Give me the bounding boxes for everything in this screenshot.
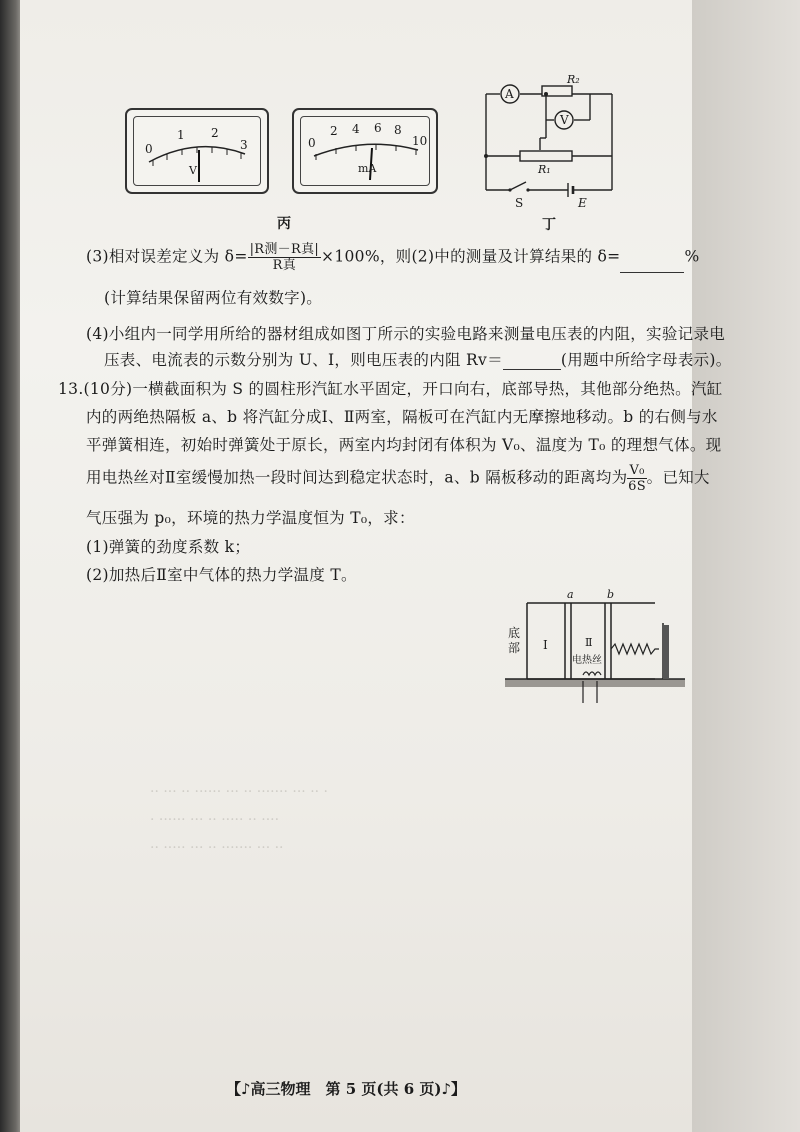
question-13-line: 气压强为 p₀，环境的热力学温度恒为 T₀，求： xyxy=(86,509,415,527)
cylinder-bottom-label: 底部 xyxy=(508,626,521,655)
voltmeter-dial xyxy=(125,108,269,194)
fraction-numerator: |R测－R真| xyxy=(249,242,320,257)
question-13-line: 平弹簧相连，初始时弹簧处于原长，两室内均封闭有体积为 V₀、温度为 T₀ 的理想气体。现 xyxy=(86,436,722,454)
tick-label: 10 xyxy=(412,134,428,148)
tick-label: 6 xyxy=(374,121,382,135)
bleed-through-text: ·· ··· ·· ······ ··· ·· ······· ··· ·· · xyxy=(150,784,329,800)
figure-caption-ding: 丁 xyxy=(542,217,556,233)
bleed-through-text: ·· ····· ··· ·· ······· ··· ·· xyxy=(150,840,284,856)
q13-text: 用电热丝对Ⅱ室缓慢加热一段时间达到稳定状态时，a、b 隔板移动的距离均为 xyxy=(86,468,628,487)
question-13-part-2: (2)加热后Ⅱ室中气体的热力学温度 T。 xyxy=(86,566,357,584)
figure-caption-bing: 丙 xyxy=(277,216,291,232)
milliammeter-scale-icon xyxy=(294,110,436,192)
battery-label: E xyxy=(578,196,587,210)
fraction-denominator: 6S xyxy=(628,479,646,494)
q3-text: (3)相对误差定义为 δ= xyxy=(86,247,248,266)
tick-label: 3 xyxy=(240,138,248,152)
tick-label: 2 xyxy=(330,124,338,138)
q4-text: 压表、电流表的示数分别为 U、I，则电压表的内阻 Rv＝ xyxy=(104,351,503,369)
answer-blank[interactable] xyxy=(503,353,561,370)
question-13-part-1: (1)弹簧的劲度系数 k； xyxy=(86,538,251,556)
meter-unit: mA xyxy=(358,162,377,175)
cylinder-diagram xyxy=(505,595,705,705)
fraction-denominator: R真 xyxy=(272,258,297,273)
answer-blank[interactable] xyxy=(620,256,684,273)
fraction-numerator: V₀ xyxy=(629,463,645,478)
voltmeter-symbol: V xyxy=(560,113,569,127)
question-4-line xyxy=(104,348,732,370)
question-13-line: 内的两绝热隔板 a、b 将汽缸分成Ⅰ、Ⅱ两室，隔板可在汽缸内无摩擦地移动。b 的右侧与水 xyxy=(86,408,718,426)
q13-text: 。已知大 xyxy=(646,468,710,487)
bleed-through-text: · ······ ··· ·· ····· ·· ···· xyxy=(150,812,280,828)
relative-error-fraction xyxy=(248,242,321,273)
tick-label: 4 xyxy=(352,122,360,136)
heater-label: 电热丝 xyxy=(572,655,602,666)
tick-label: 2 xyxy=(211,126,219,140)
tick-label: 8 xyxy=(394,123,402,137)
resistor-r2-label: R₂ xyxy=(567,73,580,86)
partition-a-label: a xyxy=(567,588,574,601)
resistor-r1-label: R₁ xyxy=(538,163,551,176)
circuit-diagram xyxy=(480,80,620,200)
tick-label: 1 xyxy=(177,128,185,142)
question-4-line: (4)小组内一同学用所给的器材组成如图丁所示的实验电路来测量电压表的内阻，实验记录电 xyxy=(86,325,726,343)
switch-label: S xyxy=(515,196,524,210)
question-3-line xyxy=(86,242,699,273)
tick-label: 0 xyxy=(308,136,316,150)
displacement-fraction xyxy=(627,463,646,494)
milliammeter-dial xyxy=(292,108,438,194)
partition-b-label: b xyxy=(607,588,615,601)
room-2-label: Ⅱ xyxy=(585,636,593,649)
ammeter-symbol: A xyxy=(505,87,514,101)
q3-unit: % xyxy=(684,247,700,266)
scan-margin-right xyxy=(692,0,800,1132)
page-footer: 【♪高三物理 第 5 页(共 6 页)♪】 xyxy=(225,1080,467,1098)
q3-text: ×100%，则(2)中的测量及计算结果的 δ= xyxy=(321,247,621,266)
meter-unit: V xyxy=(189,164,197,177)
question-13-line xyxy=(86,463,710,494)
q4-text: (用题中所给字母表示)。 xyxy=(560,351,732,369)
room-1-label: Ⅰ xyxy=(543,638,548,652)
tick-label: 0 xyxy=(145,142,153,156)
q3-note: (计算结果保留两位有效数字)。 xyxy=(104,289,323,307)
question-13-line: 13.(10分)一横截面积为 S 的圆柱形汽缸水平固定，开口向右，底部导热，其他部分绝热。汽缸 xyxy=(58,380,723,398)
